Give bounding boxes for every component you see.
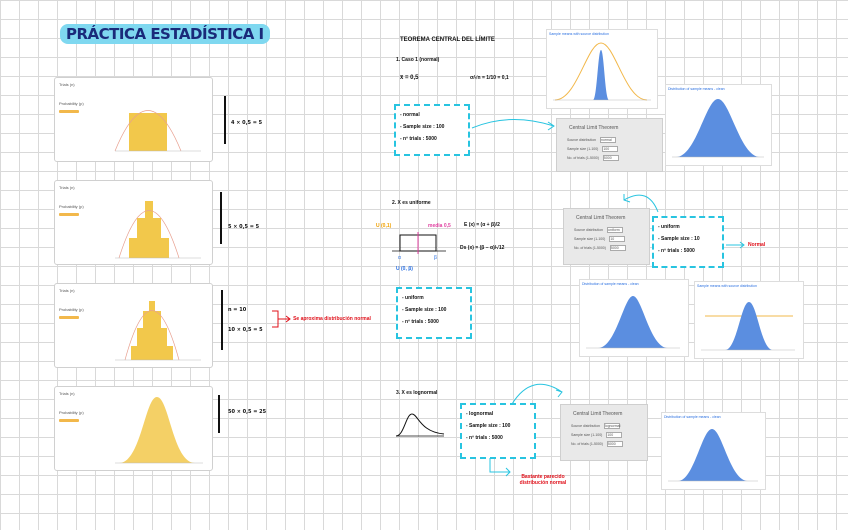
trials-label: Trials (n) <box>59 82 75 87</box>
case2-title: 2. X es uniforme <box>392 200 431 206</box>
binomial-chart-3 <box>111 286 211 366</box>
case2-result: Normal <box>748 242 766 248</box>
trials-input[interactable]: 5000 <box>610 245 626 251</box>
trials-label: Trials (n) <box>59 185 75 190</box>
probability-slider[interactable] <box>59 110 79 113</box>
clt-title: Central Limit Theorem <box>573 411 623 417</box>
case2-u01: U (0, β) <box>396 266 413 272</box>
histogram-chart <box>662 421 763 485</box>
side-note: Se aproxima distribución normal <box>293 316 371 322</box>
binomial-chart-2 <box>111 183 211 263</box>
binomial-chart-4 <box>111 389 211 469</box>
case2-dx: Ds (x) = (β − α)/√12 <box>460 245 505 251</box>
beta: β <box>434 255 437 261</box>
histogram-chart <box>695 290 801 354</box>
binomial-panel-1 <box>54 77 213 162</box>
histogram-means-1: Distribution of sample means - clean <box>665 84 772 166</box>
note-panel-2: 5 × 0,5 = 5 <box>228 224 260 230</box>
arrow-icon <box>612 190 662 214</box>
case1-formula-a: x̄ = 0,5 <box>400 75 419 81</box>
case3-title: 3. X es lognormal <box>396 390 438 396</box>
dist-select[interactable]: lognormal <box>605 424 621 428</box>
probability-label: Probability (p) <box>59 307 84 312</box>
divider <box>224 96 226 144</box>
binomial-chart-1 <box>111 80 211 160</box>
clt-panel-1: Central Limit Theorem Source distribution normal Sample size (1-100) 100 No. of trials (1-5000) 5000 <box>556 118 663 172</box>
case3-box: - lognormal - Sample size : 100 - nº trials : 5000 <box>460 403 536 459</box>
trials-label: Trials (n) <box>59 288 75 293</box>
clt-title: Central Limit Theorem <box>576 215 626 221</box>
chart-bar <box>129 113 167 151</box>
arrow-icon <box>724 240 748 250</box>
case3-result: Bastante parecido distribución normal <box>519 474 567 486</box>
trials-input[interactable]: 5000 <box>603 155 619 161</box>
trials-label: Trials (n) <box>59 391 75 396</box>
case2-box-right: - uniform - Sample size : 10 - nº trials : 5000 <box>652 216 724 268</box>
case2-box-left: - uniform - Sample size : 100 - nº trials : 5000 <box>396 287 472 339</box>
size-input[interactable]: 100 <box>602 146 618 152</box>
clt-panel-2: Central Limit Theorem Source distribution uniform Sample size (1-100) 10 No. of trials (1-5000) 5000 <box>563 208 650 265</box>
histogram-means-3: Distribution of sample means - clean <box>661 412 766 490</box>
arrow-icon <box>508 378 568 408</box>
probability-label: Probability (p) <box>59 101 84 106</box>
histogram-chart <box>547 38 655 104</box>
binomial-panel-3 <box>54 283 213 368</box>
size-input[interactable]: 100 <box>606 432 622 438</box>
note-panel-3a: n = 10 <box>228 307 247 313</box>
alpha: α <box>398 255 401 261</box>
note-panel-3b: 10 × 0,5 = 5 <box>228 327 263 333</box>
probability-slider[interactable] <box>59 213 79 216</box>
trials-input[interactable]: 5000 <box>607 441 623 447</box>
theorem-heading: TEOREMA CENTRAL DEL LÍMITE <box>400 37 495 43</box>
note-panel-1: 4 × 0,5 = 5 <box>231 120 263 126</box>
divider <box>221 290 223 350</box>
case1-formula-b: σ/√n = 1/10 = 0,1 <box>470 75 509 81</box>
case2-u: U (0,1) <box>376 223 392 229</box>
dist-select[interactable]: normal <box>600 137 616 143</box>
clt-panel-3: Central Limit Theorem Source distribution lognormal Sample size (1-100) 100 No. of trials (1-5000) 5000 <box>560 404 648 461</box>
histogram-means-2: Distribution of sample means - clean <box>579 279 689 357</box>
case2-ex: E (x) = (α + β)/2 <box>464 222 500 228</box>
clt-title: Central Limit Theorem <box>569 125 619 131</box>
histogram-source-1: Sample means with source distribution <box>546 29 658 109</box>
histogram-chart <box>666 93 769 161</box>
lognormal-sketch <box>394 410 446 440</box>
page-title: PRÁCTICA ESTADÍSTICA I <box>60 24 270 44</box>
case1-box: - normal - Sample size : 100 - nº trials : 5000 <box>394 104 470 156</box>
histogram-chart <box>580 288 686 352</box>
probability-slider[interactable] <box>59 419 79 422</box>
divider <box>218 395 220 433</box>
probability-label: Probability (p) <box>59 410 84 415</box>
probability-slider[interactable] <box>59 316 79 319</box>
case2-media: media 0,5 <box>428 223 451 229</box>
binomial-panel-4 <box>54 386 213 471</box>
bracket-arrow-icon <box>270 309 292 331</box>
note-panel-4: 50 × 0,5 = 25 <box>228 409 267 415</box>
dist-select[interactable]: uniform <box>607 227 623 233</box>
size-input[interactable]: 10 <box>609 236 625 242</box>
arrow-icon <box>470 116 560 136</box>
binomial-panel-2 <box>54 180 213 265</box>
case1-title: 1. Caso 1 (normal) <box>396 57 440 63</box>
histogram-source-2: Sample means with source distribution <box>694 281 804 359</box>
probability-label: Probability (p) <box>59 204 84 209</box>
divider <box>220 192 222 244</box>
